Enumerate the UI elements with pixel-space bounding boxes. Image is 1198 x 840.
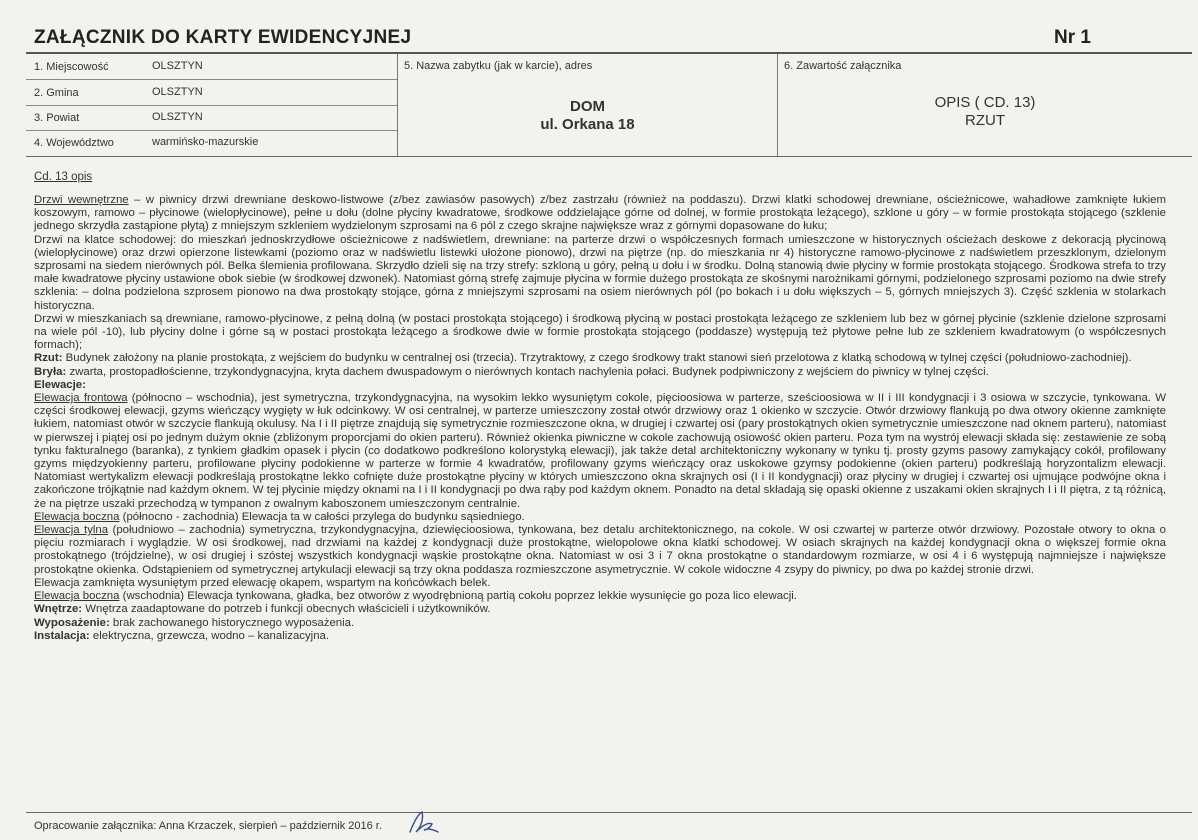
monument-name: DOM — [570, 98, 605, 115]
paragraph — [34, 352, 1166, 365]
location-label: 1. Miejscowość — [34, 61, 109, 73]
signature-icon — [402, 808, 442, 836]
location-row — [26, 80, 397, 106]
paragraph-text: (północno – wschodnia), jest symetryczna, trzykondygnacyjna, na wysokim lekko wysuniętym cokole, pięcioosiowa w parterze, sześcioosiowa w II i III kondygnacji i 3 osiowa w szczycie, tynkowana. W części środkowej elewacji, gzyms wieńczący wygięty w łuk odcinkowy. W osi centralnej, w parterze umieszczony został otwór drzwiowy oraz 1 okienko w szczycie. Otwór drzwiowy flankują po dwa otwory okienne zamknięte łukiem, natomiast otwór w szczycie flankują okulusy. Na I i II piętrze znajdują się symetrycznie rozmieszczone okna, w drugiej i czwartej osi (pary prostokątnych okien symetrycznie umieszczone nad oknem parteru), natomiast w pierwszej i piątej osi po jednym dużym oknie (zbliżonym proporcjami do okien parteru). Również okienka piwniczne w cokole zachowują osiowość okien parteru. Poza tym na wystrój elewacji składa się: zestawienie ze sobą tynku fakturalnego (baranka), z tynkiem gładkim opasek i płycin (co dodatkowo podkreślono kolorystyką elewacji), jak także detal architektoniczny wykonany w tynku tj. prosty gzyms pasowy zamykający cokół, profilowany gzyms międzyokienny parteru, profilowane płyciny podokienne w parterze w formie 4 kwadratów, profilowany gzyms wieńczący oraz uskokowe gzymsy podokienne (okien parteru) podkreślają horyzontalizm elewacji. Natomiast wertykalizm elewacji podkreślają prostokątne lekko cofnięte duże prostokątne płyciny w których umieszczono okna skrajnych osi (I i II kondygnacji) oraz płyciny w drugiej i czwartej osi ujmujące podwójne okna i zakończone trójkątnie nad każdym oknem. W tej płycinie między oknami na I i II kondygnacji po dwa rąby pod każdym oknem. Ponadto na detal składają się opaski okienne z uszakami okien skrajnych I i II piętra, z tą różnicą, że na piętrze uszaki przechodzą w tympanon z owalnym kaboszonem umieszczonym centralnie. — [34, 392, 1166, 510]
location-label: 4. Województwo — [34, 137, 114, 149]
paragraph — [34, 379, 1166, 392]
document-title: ZAŁĄCZNIK DO KARTY EWIDENCYJNEJ — [34, 27, 412, 48]
location-column — [26, 54, 398, 156]
paragraph-heading: Wnętrze: — [34, 603, 83, 616]
paragraph-text: Drzwi na klatce schodowej: do mieszkań jednoskrzydłowe ościeżnicowe z nadświetlem, drewniane: na parterze drzwi o współczesnych formach umieszczone w historycznych ościeżach deskowe z dekoracją płycinową (wielopłycinowe) oraz drzwi opierzone listewkami (poziomo oraz w nadświetlu listewki ułożone pionowo), drzwi na piętrze (np. do mieszkania nr 4) historyczne ramowo-płycinowe z nadświetlem przeszklonym, dzielonym szprosami na siedem nierównych pól. Belka ślemienia profilowana. Skrzydło dzieli się na trzy strefy: szkloną u góry, pełną u dołu i w środku. Dolną stanowią dwie płyciny w formie prostokąta stojącego. Środkowa strefa to trzy małe kwadratowe płyciny ustawione obok siebie (w środkowej dzwonek). Natomiast górną strefę zajmuje płycina w formie dużego prostokąta ze skośnymi narożnikami górnymi, podzielonego szprosami poziomo na dwie strefy szklenia: – dolna podzielona szprosem pionowo na dwa prostokąty stojące, górna z mniejszymi szprosami na osiem nierównych pól (po bokach i u dołu większych – 5, górnych mniejszych 3). Część szklenia w stolarkach historyczna. — [34, 233, 1166, 312]
paragraph-text: Drzwi w mieszkaniach są drewniane, ramowo-płycinowe, z pełną dolną (w postaci prostokąta stojącego) i środkową płyciną w postaci prostokąta leżącego ze szkleniem lub bez w górnej płycinie (szklenie dzielone szprosami na wiele pól -10), lub płyciny dolne i górne są w postaci prostokąta leżącego a środkowe dwie w formie prostokąta stojącego (poddasze) występują też płytowe pełne lub ze szkleniem kwadratowym (o współczesnych formach); — [34, 312, 1166, 352]
location-label: 2. Gmina — [34, 87, 79, 99]
location-value: warmińsko-mazurskie — [152, 136, 259, 148]
footer-credit: Opracowanie załącznika: Anna Krzaczek, sierpień – październik 2016 r. — [34, 820, 382, 832]
paragraph — [34, 630, 1166, 643]
paragraph — [34, 194, 1166, 234]
attachment-line-2: RZUT — [965, 112, 1005, 129]
document-number: Nr 1 — [1054, 27, 1091, 48]
paragraph — [34, 234, 1166, 313]
attachment-line-1: OPIS ( CD. 13) — [934, 94, 1036, 111]
section-title: Cd. 13 opis — [34, 171, 93, 183]
footer-divider — [26, 812, 1192, 813]
paragraph — [34, 617, 1166, 630]
paragraph-text: zwarta, prostopadłościenne, trzykondygnacyjna, kryta dachem dwuspadowym o nierównych kontach nachylenia połaci. Budynek podpiwniczony z wejściem do piwnicy w tylnej części. — [66, 365, 989, 378]
location-row — [26, 130, 397, 155]
description-body — [34, 194, 1166, 643]
attachment-label: 6. Zawartość załącznika — [784, 60, 902, 72]
monument-column — [398, 54, 778, 156]
location-value: OLSZTYN — [152, 86, 203, 98]
paragraph-text: – w piwnicy drzwi drewniane deskowo-listwowe (z/bez zawiasów pasowych) z/bez zastrzału (również na poddaszu). Drzwi klatki schodowej drewniane, ościeżnicowe, wahadłowe zamknięte łukiem koszowym, ramowo – płycinowe (wielopłycinowe), pełne u dołu (dolne płyciny kwadratowe, środkowe oddzielające górne od dolnej, w formie prostokąta leżącego), szklone u góry – w formie prostokąta stojącego (szklenie jednego skrzydła zastąpione płytą) z mniejszym szkleniem wydzielonym szprosami na 6 pól z czego skrajne największe wraz z górnymi dopasowane do łuku; — [34, 194, 1166, 233]
monument-name-block — [398, 98, 777, 134]
paragraph-heading: Rzut: — [34, 352, 63, 365]
paragraph — [34, 577, 1166, 590]
paragraph-text: Budynek założony na planie prostokąta, z wejściem do budynku w centralnej osi (trzecia). Trzytraktowy, z czego środkowy trakt stanowi sień przelotowa z klatką schodową w tylnej części (południowo-zachodniej). — [62, 352, 1132, 365]
paragraph-heading: Instalacja: — [34, 629, 90, 642]
paragraph-text: brak zachowanego historycznego wyposażenia. — [109, 616, 355, 629]
location-label: 3. Powiat — [34, 112, 80, 124]
location-row — [26, 105, 397, 131]
paragraph — [34, 590, 1166, 603]
header-divider — [26, 156, 1192, 157]
paragraph — [34, 392, 1166, 511]
paragraph-heading: Wyposażenie: — [34, 616, 110, 629]
location-value: OLSZTYN — [152, 60, 203, 72]
paragraph-heading: Drzwi wewnętrzne — [34, 194, 129, 206]
paragraph — [34, 313, 1166, 353]
paragraph-heading: Bryła: — [34, 365, 67, 378]
paragraph — [34, 603, 1166, 616]
header-table — [26, 54, 1192, 156]
paragraph-text: (wschodnia) Elewacja tynkowana, gładka, bez otworów z wyodrębnioną partią cokołu poprzez lekkie wysunięcie go poza lico elewacji. — [119, 590, 797, 603]
paragraph-heading: Elewacja boczna — [34, 510, 120, 523]
paragraph-text: Elewacja zamknięta wysuniętym przed elewację okapem, wspartym na końcówkach belek. — [34, 576, 491, 589]
paragraph-text: (południowo – zachodnia) symetryczna, trzykondygnacyjna, dziewięcioosiowa, tynkowana, bez detalu architektonicznego, na cokole. W osi czwartej w parterze otwór drzwiowy. Pozostałe otwory to okna o pięciu rozmiarach i wyglądzie. W osi środkowej, nad drzwiami na każdej z kondygnacji duże prostokątne, wielopolowe okna klatki schodowej. W osiach skrajnych na każdej kondygnacji okna o większej formie okna prostokątnego (trójdzielne), w osi drugiej i szóstej wszystkich kondygnacji wąskie prostokątne okna. Natomiast w osi 3 i 7 okna prostokątne o standardowym rozmiarze, w osi 4 i 6 występują najmniejsze i największe prostokątne okienka. Odstąpieniem od symetrycznej artykulacji elewacji są trzy okna poddasza rozmieszczone asymetrycznie. W cokole widoczne 4 zsypy do piwnicy, po dwa po każdej stronie drzwi. — [34, 524, 1167, 576]
monument-address: ul. Orkana 18 — [540, 116, 635, 133]
paragraph-text: Wnętrza zaadaptowane do potrzeb i funkcji obecnych właścicieli i użytkowników. — [82, 603, 491, 616]
paragraph — [34, 511, 1166, 524]
paragraph-text: elektryczna, grzewcza, wodno – kanalizacyjna. — [89, 629, 330, 642]
paragraph-text: (północno - zachodnia) Elewacja ta w całości przylega do budynku sąsiedniego. — [119, 510, 525, 523]
paragraph — [34, 366, 1166, 379]
location-row — [26, 54, 397, 80]
paragraph-heading: Elewacja frontowa — [34, 392, 128, 405]
monument-label: 5. Nazwa zabytku (jak w karcie), adres — [404, 60, 593, 72]
paragraph — [34, 524, 1166, 577]
paragraph-heading: Elewacje: — [34, 378, 86, 391]
paragraph-heading: Elewacja boczna — [34, 590, 120, 603]
attachment-column — [778, 54, 1192, 156]
paragraph-heading: Elewacja tylna — [34, 524, 109, 537]
attachment-content — [778, 94, 1192, 130]
location-value: OLSZTYN — [152, 111, 203, 123]
